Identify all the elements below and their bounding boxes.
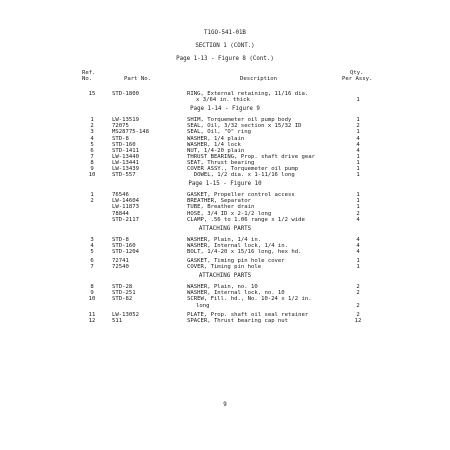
part-description-continued: long: [196, 302, 210, 309]
part-number: STD-8: [112, 236, 129, 243]
page-heading: Page 1-13 - Figure 8 (Cont.): [176, 56, 274, 62]
ref-number: 1: [90, 117, 94, 124]
part-number: LW-13441: [112, 159, 139, 166]
part-description: COVER, Timing pin hole: [187, 264, 262, 271]
part-description: WASHER, 1/4 plain: [187, 135, 245, 142]
part-description: SCREW, Fill. hd., No. 10-24 x 1/2 in.: [187, 296, 312, 303]
part-number: STD-28: [112, 284, 133, 291]
part-number: 78844: [112, 210, 129, 217]
quantity: 1: [356, 159, 360, 166]
quantity: 2: [356, 284, 360, 291]
quantity: 1: [356, 129, 360, 136]
part-description: SEAL, Oil, "O" ring: [187, 129, 251, 136]
ref-number: 11: [88, 311, 96, 318]
part-number: STD-1204: [112, 248, 139, 255]
group-heading: Page 1-14 - Figure 9: [190, 106, 260, 113]
quantity: 4: [356, 236, 360, 243]
part-description: SEAL, Oil, 3/32 section x 15/32 ID: [187, 123, 302, 130]
ref-number: 2: [90, 123, 94, 130]
part-description: BOLT, 1/4-20 x 15/16 long, hex hd.: [187, 248, 302, 255]
part-description: NUT, 1/4-20 plain: [187, 147, 245, 154]
quantity: 1: [356, 258, 360, 264]
qty-header-line1: Qty.: [350, 70, 364, 76]
ref-number: 2: [90, 198, 94, 205]
part-description: SPACER, Thrust bearing cap nut: [187, 317, 289, 324]
part-description: WASHER, Plain, 1/4 in.: [187, 236, 262, 243]
part-number: STD-557: [112, 172, 136, 179]
part-description: TUBE, Breather drain: [187, 204, 255, 211]
ref-number: 9: [90, 166, 94, 172]
part-description: WASHER, Internal lock, 1/4 in.: [187, 242, 289, 249]
ref-number: 8: [90, 159, 94, 166]
part-number: 72075: [112, 123, 129, 130]
document-id: T1GO-541-01B: [204, 30, 246, 36]
part-number: STD-2117: [112, 216, 139, 223]
part-description: RING, External retaining, 11/16 dia.: [187, 91, 309, 97]
quantity: 2: [356, 123, 360, 130]
ref-number: 4: [90, 242, 94, 249]
part-number: STD-82: [112, 296, 133, 303]
ref-number: 9: [90, 290, 94, 297]
ref-number: 12: [88, 317, 96, 324]
ref-number: 6: [90, 147, 94, 154]
part-number: 72540: [112, 264, 129, 271]
ref-number: 3: [90, 129, 94, 136]
part-number: LW-13439: [112, 166, 139, 172]
quantity: 4: [356, 216, 360, 223]
quantity: 2: [356, 311, 360, 318]
part-description: GASKET, Timing pin hole cover: [187, 258, 285, 264]
ref-number: 4: [90, 135, 94, 142]
part-number: MS28775-148: [112, 129, 150, 136]
part-number: STD-160: [112, 242, 136, 249]
quantity: 1: [356, 172, 360, 179]
ref-number: 3: [90, 236, 94, 243]
part-description: CLAMP, .56 to 1.06 range x 1/2 wide: [187, 216, 305, 223]
ref-number: 7: [90, 264, 94, 271]
part-number: STD-1411: [112, 147, 139, 154]
quantity: 4: [356, 248, 360, 255]
quantity: 2: [356, 290, 360, 297]
quantity: 4: [356, 135, 360, 142]
ref-number: 15: [88, 91, 96, 97]
part-description: SHIM, Torquemeter oil pump body: [187, 117, 292, 124]
quantity: 1: [356, 192, 360, 199]
quantity: 1: [356, 97, 360, 104]
quantity: 4: [356, 242, 360, 249]
qty-header-line2: Per Assy.: [342, 76, 373, 82]
part-number: STD-160: [112, 141, 136, 148]
quantity: 1: [356, 117, 360, 124]
part-number: STD-251: [112, 290, 136, 297]
ref-number: 5: [90, 248, 94, 255]
part-number: LW-13052: [112, 311, 139, 318]
part-description: WASHER, 1/4 lock: [187, 141, 241, 148]
part-number: 511: [112, 317, 123, 324]
part-description: WASHER, Plain, no. 10: [187, 284, 258, 291]
part-description: PLATE, Prop. shaft oil seal retainer: [187, 311, 309, 318]
part-description: DOWEL, 1/2 dia. x 1-11/16 long: [187, 172, 295, 179]
part-number: LW-13519: [112, 117, 139, 124]
ref-number: 7: [90, 153, 94, 160]
quantity: 2: [356, 302, 360, 309]
part-description: THRUST BEARING, Prop. shaft drive gear: [187, 153, 315, 160]
part-description: SEAT, Thrust bearing: [187, 159, 255, 166]
ref-number: 6: [90, 258, 94, 264]
part-number: 72741: [112, 258, 129, 264]
quantity: 1: [356, 166, 360, 172]
part-description: GASKET, Propeller control access: [187, 192, 295, 199]
part-number: STD-8: [112, 135, 129, 142]
part-number: LW-14604: [112, 198, 139, 205]
part-description-continued: x 3/64 in. thick: [196, 97, 250, 104]
part-description: HOSE, 3/4 ID x 2-1/2 long: [187, 210, 272, 217]
quantity: 2: [356, 210, 360, 217]
part-description: WASHER, Internal lock, no. 10: [187, 290, 285, 297]
group-heading: ATTACHING PARTS: [198, 273, 252, 280]
quantity: 1: [356, 204, 360, 211]
ref-header-line2: No.: [82, 76, 93, 82]
part-number: STD-1800: [112, 91, 139, 97]
quantity: 1: [356, 198, 360, 205]
section-title: SECTION 1 (CONT.): [195, 43, 255, 49]
part-number: LW-13440: [112, 153, 139, 160]
part-number: 76546: [112, 192, 129, 199]
group-heading: Page 1-15 - Figure 10: [188, 181, 262, 188]
part-description: COVER ASSY., Torquemeter oil pump: [187, 166, 299, 172]
ref-number: 10: [88, 296, 96, 303]
ref-number: 10: [88, 172, 96, 179]
page-number: 9: [223, 402, 227, 408]
part-description: BREATHER, Separator: [187, 198, 251, 205]
quantity: 12: [354, 317, 362, 324]
ref-header-line1: Ref.: [82, 70, 96, 76]
quantity: 4: [356, 147, 360, 154]
quantity: 1: [356, 264, 360, 271]
group-heading: ATTACHING PARTS: [198, 225, 252, 232]
ref-number: 5: [90, 141, 94, 148]
description-header: Description: [240, 76, 278, 82]
ref-number: 1: [90, 192, 94, 199]
part-number: LW-11873: [112, 204, 139, 211]
quantity: 1: [356, 153, 360, 160]
ref-number: 8: [90, 284, 94, 291]
quantity: 4: [356, 141, 360, 148]
part-header: Part No.: [124, 76, 151, 82]
